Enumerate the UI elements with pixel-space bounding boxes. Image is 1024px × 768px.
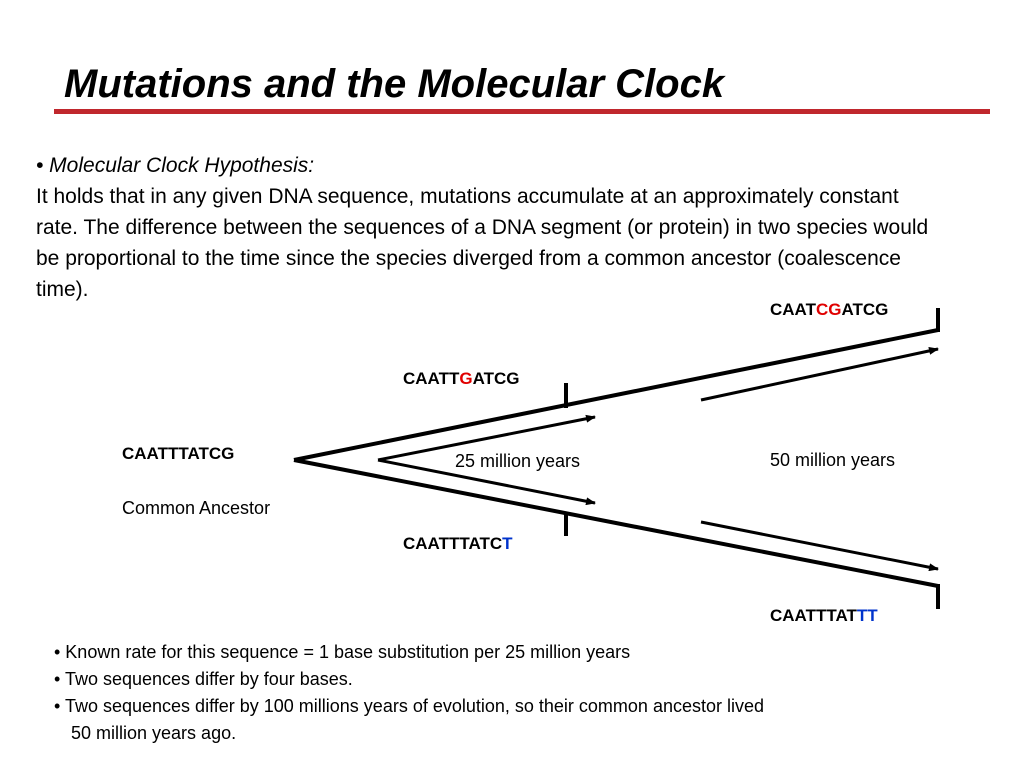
mutated-base: G (459, 369, 473, 388)
seq-prefix: CAATTTAT (770, 606, 857, 625)
arrow-50-upper (701, 349, 938, 400)
lower-lineage-branch (294, 460, 938, 586)
fact-item: • Two sequences differ by 100 millions years of evolution, so their common ancestor lived (54, 696, 764, 716)
seq-suffix: ATCG (841, 300, 889, 319)
mutated-base: T (502, 534, 513, 553)
seq-prefix: CAATT (403, 369, 460, 388)
lower-50-sequence (770, 606, 878, 626)
hypothesis-heading: • Molecular Clock Hypothesis: (36, 154, 315, 177)
mutated-base: CG (815, 300, 842, 319)
slide-title: Mutations and the Molecular Clock (64, 62, 725, 106)
lower-25-sequence (403, 534, 513, 554)
fact-item: • Two sequences differ by four bases. (54, 669, 353, 689)
seq-prefix: CAAT (770, 300, 816, 319)
seq-suffix: ATCG (472, 369, 520, 388)
fact-item: • Known rate for this sequence = 1 base substitution per 25 million years (54, 642, 631, 662)
seq-prefix: CAATTTATC (403, 534, 503, 553)
facts-list (54, 639, 984, 747)
ancestor-sequence: CAATTTATCG (122, 444, 235, 463)
hypothesis-text: It holds that in any given DNA sequence, mutations accumulate at an approximately constant rate. The difference between the sequences of a DNA segment (or protein) in two species would be proportional to the time since the species diverged from a common ancestor (coalescence time). (36, 185, 929, 301)
ancestor-label: Common Ancestor (122, 498, 271, 518)
time-label-50: 50 million years (770, 450, 896, 470)
time-label-25: 25 million years (455, 451, 581, 471)
upper-25-sequence (403, 369, 519, 389)
upper-lineage-branch (294, 330, 938, 460)
fact-item-continuation: 50 million years ago. (71, 723, 237, 743)
mutated-base: TT (856, 606, 878, 625)
upper-50-sequence (770, 300, 888, 320)
